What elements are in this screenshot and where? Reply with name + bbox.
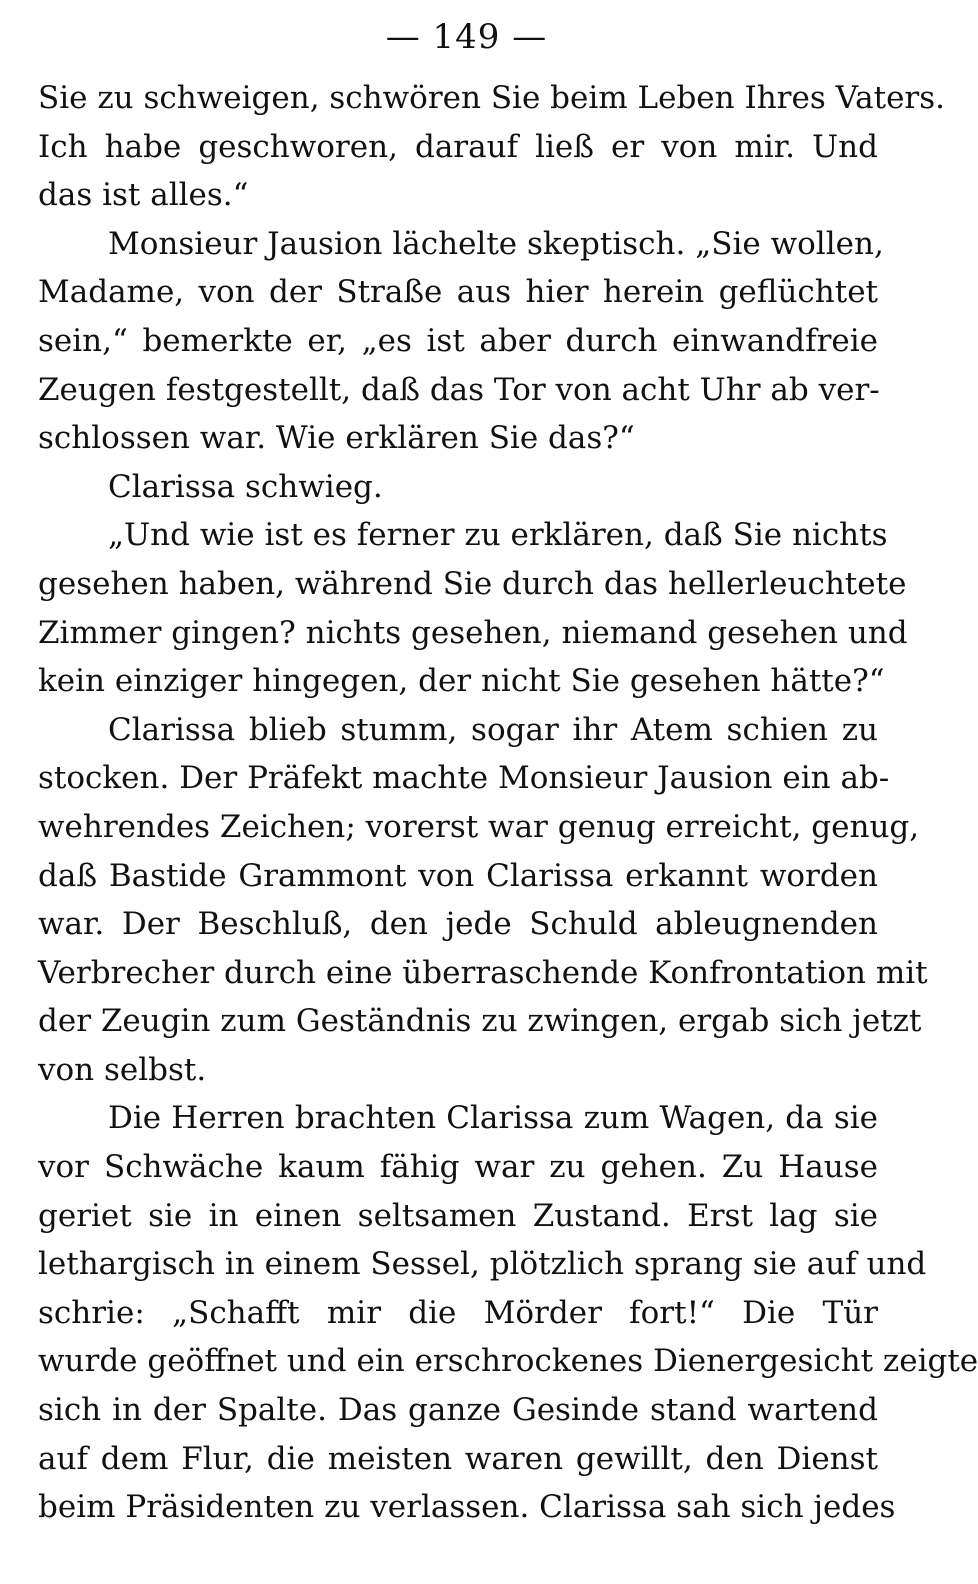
text-line: daß Bastide Grammont von Clarissa erkannt worden — [38, 857, 878, 894]
text-line: lethargisch in einem Sessel, plötzlich sprang sie auf und — [38, 1246, 927, 1283]
page-body-text — [38, 74, 978, 1532]
text-line: beim Präsidenten zu verlassen. Clarissa sah sich jedes — [38, 1489, 896, 1526]
text-line: gesehen haben, während Sie durch das hellerleuchtete — [38, 565, 907, 602]
text-line: Die Herren brachten Clarissa zum Wagen, da sie — [108, 1100, 878, 1137]
text-line: Zeugen festgestellt, daß das Tor von acht Uhr ab ver- — [38, 371, 880, 408]
text-line: Ich habe geschworen, darauf ließ er von mir. Und — [38, 128, 878, 165]
text-line: Madame, von der Straße aus hier herein geflüchtet — [38, 274, 878, 311]
text-line: der Zeugin zum Geständnis zu zwingen, ergab sich jetzt — [38, 1003, 922, 1040]
text-line: sich in der Spalte. Das ganze Gesinde stand wartend — [38, 1392, 878, 1429]
text-line: Sie zu schweigen, schwören Sie beim Leben Ihres Vaters. — [38, 80, 946, 116]
text-line: wehrendes Zeichen; vorerst war genug erreicht, genug, — [38, 808, 920, 845]
text-line: schrie: „Schafft mir die Mörder fort!“ Die Tür — [38, 1294, 878, 1331]
page-number: — 149 — — [385, 17, 548, 57]
text-line: wurde geöffnet und ein erschrockenes Dienergesicht zeigte — [38, 1343, 978, 1380]
text-line: geriet sie in einen seltsamen Zustand. Erst lag sie — [38, 1197, 878, 1234]
text-line: „Und wie ist es ferner zu erklären, daß Sie nichts — [108, 517, 888, 554]
text-line: Monsieur Jausion lächelte skeptisch. „Sie wollen, — [108, 225, 884, 262]
text-line: sein,“ bemerkte er, „es ist aber durch einwandfreie — [38, 322, 878, 359]
text-line: das ist alles.“ — [38, 177, 249, 214]
text-line: auf dem Flur, die meisten waren gewillt, den Dienst — [38, 1440, 878, 1477]
text-line: Zimmer gingen? nichts gesehen, niemand gesehen und — [38, 614, 908, 651]
text-line: Verbrecher durch eine überraschende Konfrontation mit — [38, 954, 928, 991]
text-line: von selbst. — [38, 1051, 207, 1088]
text-line: kein einziger hingegen, der nicht Sie gesehen hätte?“ — [38, 663, 885, 700]
text-line: Clarissa schwieg. — [108, 468, 383, 505]
text-line: Clarissa blieb stumm, sogar ihr Atem schien zu — [108, 711, 878, 748]
text-line: stocken. Der Präfekt machte Monsieur Jausion ein ab- — [38, 760, 890, 797]
text-line: vor Schwäche kaum fähig war zu gehen. Zu Hause — [38, 1149, 878, 1186]
text-line: schlossen war. Wie erklären Sie das?“ — [38, 420, 635, 457]
text-line: war. Der Beschluß, den jede Schuld ableugnenden — [38, 906, 878, 943]
